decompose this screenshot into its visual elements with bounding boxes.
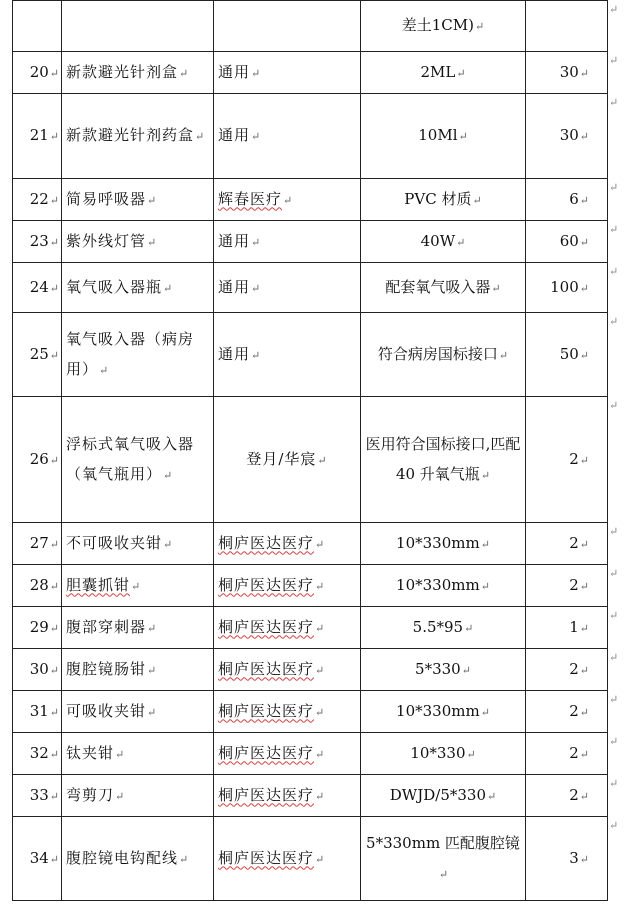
item-name: 新款避光针剂盒	[66, 62, 179, 81]
spec: 10*330mm	[396, 701, 480, 720]
quantity: 2	[569, 785, 579, 804]
row-number: 29	[29, 617, 49, 636]
brand: 桐庐医达医疗	[218, 785, 315, 804]
row-end-mark: ↵	[609, 524, 619, 538]
quantity: 6	[569, 189, 579, 208]
brand: 桐庐医达医疗	[218, 533, 315, 552]
row-end-mark: ↵	[609, 650, 619, 664]
item-name: 腹腔镜肠钳	[66, 659, 147, 678]
row-end-mark: ↵	[609, 608, 619, 622]
spec: 10*330mm	[396, 575, 480, 594]
item-name: 可吸收夹钳	[66, 701, 147, 720]
spec-cell: 差土1CM)↵	[361, 1, 526, 52]
table-row: 23↵ 紫外线灯管↵ 通用↵ 40W↵ 60↵	[13, 221, 608, 263]
brand: 桐庐医达医疗	[218, 659, 315, 678]
item-name-cell	[62, 1, 214, 52]
row-end-mark: ↵	[609, 818, 619, 832]
spec: 40W	[420, 231, 456, 250]
item-name: 氧气吸入器瓶	[66, 277, 163, 296]
row-number: 34	[29, 848, 49, 867]
table-row: 25↵ 氧气吸入器（病房用）↵ 通用↵ 符合病房国标接口↵ 50↵	[13, 313, 608, 397]
spec: 符合病房国标接口	[377, 344, 498, 363]
row-number: 31	[29, 701, 49, 720]
table-row: 20↵ 新款避光针剂盒↵ 通用↵ 2ML↵ 30↵	[13, 52, 608, 94]
item-name: 紫外线灯管	[66, 231, 147, 250]
row-end-mark: ↵	[609, 734, 619, 748]
item-name: 弯剪刀	[66, 785, 115, 804]
item-name: 浮标式氧气吸入器（氧气瓶用）	[66, 434, 195, 483]
row-number: 33	[29, 785, 49, 804]
row-end-mark: ↵	[609, 264, 619, 278]
item-name: 腹腔镜电钩配线	[66, 848, 179, 867]
row-number: 25	[29, 344, 49, 363]
row-number: 24	[29, 277, 49, 296]
spec: 10Ml	[418, 126, 458, 144]
brand: 辉春医疗	[218, 189, 283, 208]
item-name: 氧气吸入器（病房用）	[66, 329, 195, 378]
spec: 2ML	[420, 62, 456, 81]
brand-cell	[214, 1, 361, 52]
table-row: 27↵ 不可吸收夹钳↵ 桐庐医达医疗↵ 10*330mm↵ 2↵	[13, 523, 608, 565]
quantity: 50	[559, 344, 579, 363]
item-name: 新款避光针剂药盒	[66, 126, 195, 144]
quantity: 2	[569, 743, 579, 762]
table-row	[13, 1, 608, 52]
quantity: 3	[569, 848, 579, 867]
brand: 桐庐医达医疗	[218, 617, 315, 636]
table-row: 31↵ 可吸收夹钳↵ 桐庐医达医疗↵ 10*330mm↵ 2↵	[13, 691, 608, 733]
row-end-mark: ↵	[609, 566, 619, 580]
brand: 通用	[218, 126, 251, 144]
row-number: 22	[29, 189, 49, 208]
spec: 10*330mm	[396, 533, 480, 552]
brand: 通用	[218, 62, 251, 81]
row-end-mark: ↵	[609, 2, 619, 16]
quantity: 2	[569, 659, 579, 678]
quantity: 60	[559, 231, 579, 250]
row-number: 30	[29, 659, 49, 678]
row-number: 28	[29, 575, 49, 594]
item-name: 钛夹钳	[66, 743, 115, 762]
table-row: 30↵ 腹腔镜肠钳↵ 桐庐医达医疗↵ 5*330↵ 2↵	[13, 649, 608, 691]
row-number: 26	[29, 449, 49, 468]
table-row: 33↵ 弯剪刀↵ 桐庐医达医疗↵ DWJD/5*330↵ 2↵	[13, 775, 608, 817]
brand: 桐庐医达医疗	[218, 743, 315, 762]
table-row: 22↵ 简易呼吸器↵ 辉春医疗↵ PVC 材质↵ 6↵	[13, 179, 608, 221]
row-number: 20	[29, 62, 49, 81]
table-row: 28↵ 胆囊抓钳↵ 桐庐医达医疗↵ 10*330mm↵ 2↵	[13, 565, 608, 607]
row-end-mark: ↵	[609, 222, 619, 236]
row-end-mark: ↵	[609, 776, 619, 790]
row-end-mark: ↵	[609, 398, 619, 412]
row-number-cell	[13, 1, 62, 52]
brand: 桐庐医达医疗	[218, 848, 315, 867]
quantity-cell	[526, 1, 608, 52]
table-row: 24↵ 氧气吸入器瓶↵ 通用↵ 配套氧气吸入器↵ 100↵	[13, 263, 608, 313]
row-end-mark: ↵	[609, 53, 619, 67]
spec-continued-text: 差土1CM)	[401, 16, 474, 34]
table-row: 26↵ 浮标式氧气吸入器（氧气瓶用）↵ 登月/华宸↵ 医用符合国标接口,匹配 40 升氧气瓶↵ 2↵	[13, 397, 608, 523]
table-row: 32↵ 钛夹钳↵ 桐庐医达医疗↵ 10*330↵ 2↵	[13, 733, 608, 775]
row-end-mark: ↵	[609, 95, 619, 109]
quantity: 2	[569, 533, 579, 552]
spec: 5.5*95	[412, 617, 464, 636]
brand: 通用	[218, 231, 251, 250]
quantity: 30	[559, 62, 579, 81]
item-name: 腹部穿刺器	[66, 617, 147, 636]
row-number: 21	[29, 126, 49, 144]
equipment-table	[12, 0, 608, 901]
item-name: 胆囊抓钳	[66, 575, 131, 594]
quantity: 2	[569, 701, 579, 720]
row-number: 23	[29, 231, 49, 250]
quantity: 30	[559, 126, 579, 144]
row-number: 32	[29, 743, 49, 762]
brand: 登月/华宸	[246, 449, 317, 468]
document-table-region	[12, 0, 608, 901]
item-name: 简易呼吸器	[66, 189, 147, 208]
brand: 通用	[218, 344, 251, 363]
spec: 配套氧气吸入器	[385, 277, 491, 296]
table-row: 34↵ 腹腔镜电钩配线↵ 桐庐医达医疗↵ 5*330mm 匹配腹腔镜↵ 3↵	[13, 817, 608, 901]
table-row: 21↵ 新款避光针剂药盒↵ 通用↵ 10Ml↵ 30↵	[13, 94, 608, 179]
spec: 医用符合国标接口,匹配 40 升氧气瓶	[365, 434, 521, 483]
quantity: 100	[550, 277, 579, 296]
spec: PVC 材质	[404, 189, 472, 208]
spec: 5*330mm 匹配腹腔镜	[366, 833, 520, 852]
row-end-mark: ↵	[609, 314, 619, 328]
brand: 桐庐医达医疗	[218, 575, 315, 594]
table-row: 29↵ 腹部穿刺器↵ 桐庐医达医疗↵ 5.5*95↵ 1↵	[13, 607, 608, 649]
brand: 桐庐医达医疗	[218, 701, 315, 720]
item-name: 不可吸收夹钳	[66, 533, 163, 552]
quantity: 2	[569, 449, 579, 468]
spec: DWJD/5*330	[389, 785, 486, 804]
spec: 10*330	[410, 743, 466, 762]
row-number: 27	[29, 533, 49, 552]
quantity: 1	[569, 617, 579, 636]
spec: 5*330	[415, 659, 461, 678]
row-end-mark: ↵	[609, 180, 619, 194]
brand: 通用	[218, 277, 251, 296]
row-end-mark: ↵	[609, 692, 619, 706]
quantity: 2	[569, 575, 579, 594]
